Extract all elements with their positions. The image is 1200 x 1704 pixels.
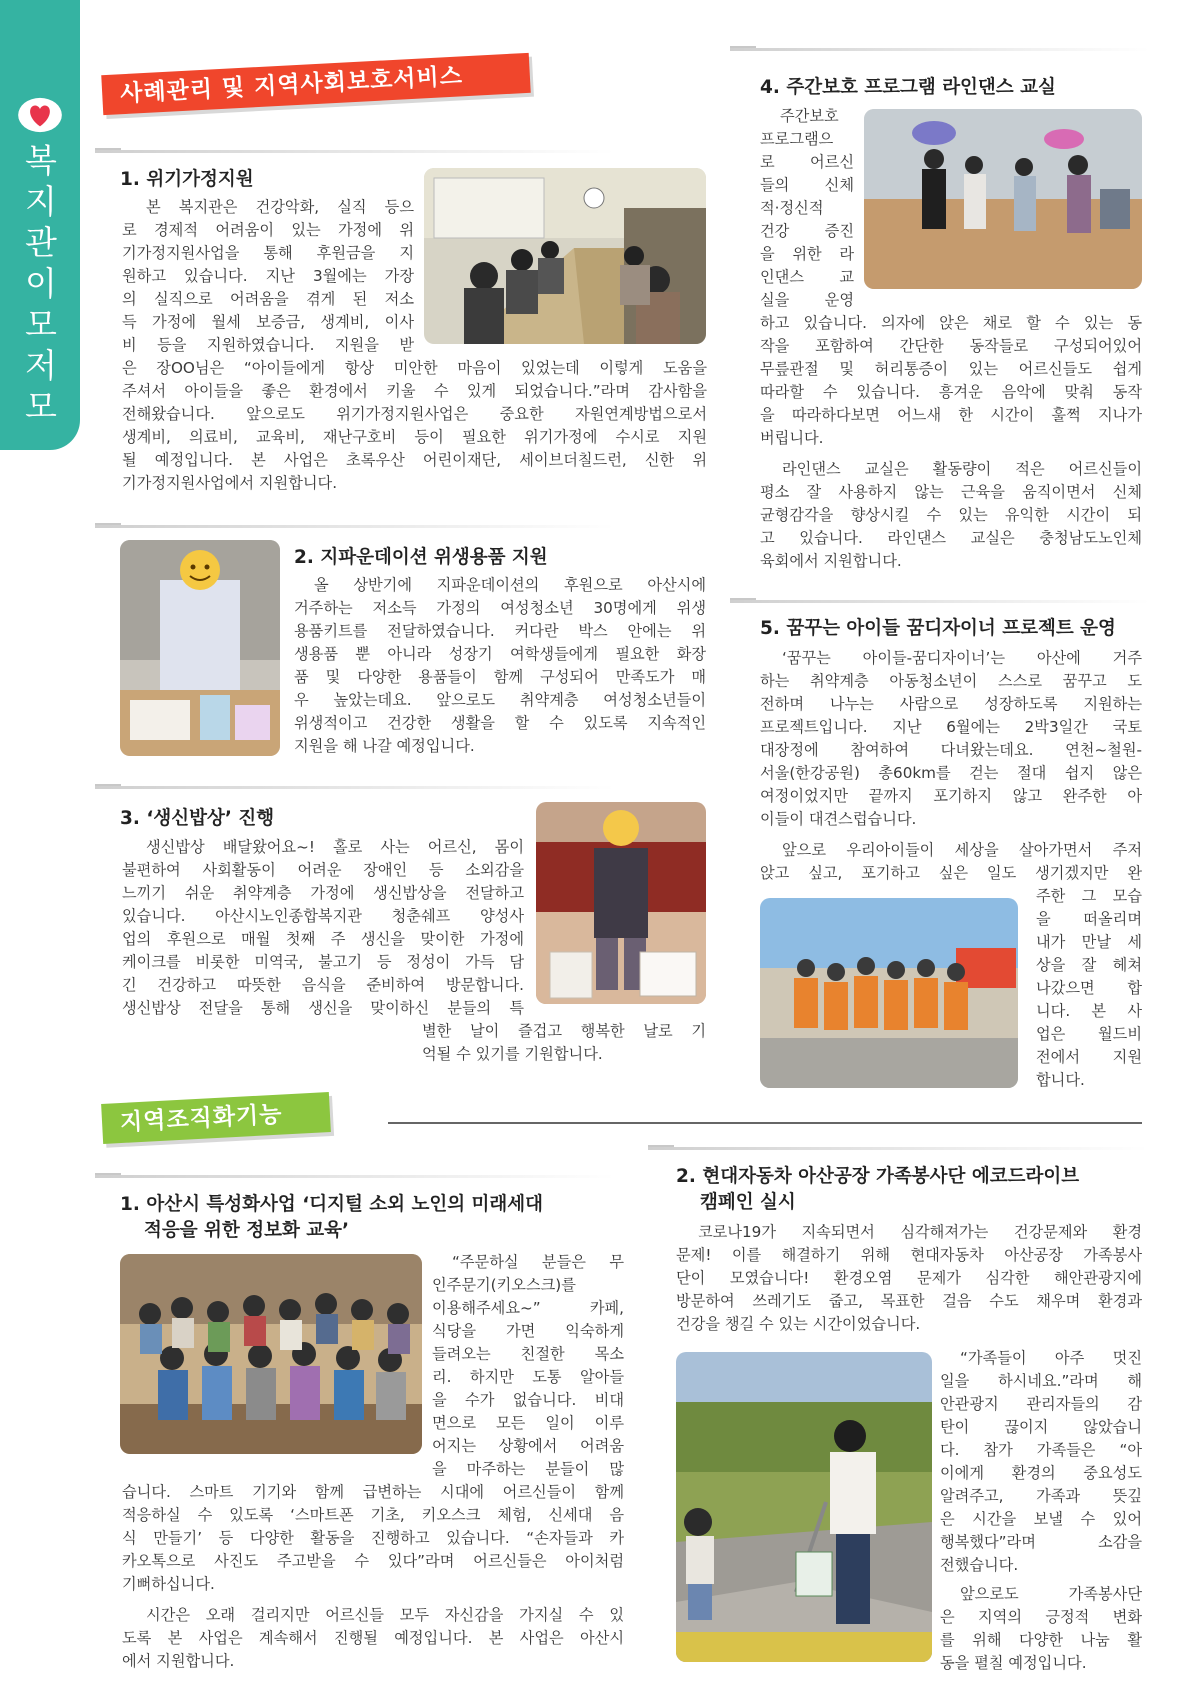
article3-line-0: 생신밥상 배달왔어요~! 홀로 사는 어르신, 몸이 xyxy=(146,838,524,856)
article1-line-7: 은 장OO님은 “아이들에게 항상 미안한 마음이 있었는데 이렇게 도움을 xyxy=(122,359,707,377)
article5-line-18: 합니다. xyxy=(1036,1071,1085,1089)
article3-line-2: 느끼기 쉬운 취약계층 가정에 생신밥상을 전달하고 xyxy=(122,884,524,902)
article4-line-17: 균형감각을 향상시킬 수 있는 유익한 시간이 되 xyxy=(760,506,1142,524)
s2-article2-title-line1: 2. 현대자동차 아산공장 가족봉사단 에코드라이브 xyxy=(676,1166,1080,1187)
s2a1-line-2: 이용해주세요~” 카페, xyxy=(432,1299,624,1317)
article3-line-3: 있습니다. 아산시노인종합복지관 청춘쉐프 양성사 xyxy=(122,907,524,925)
s2-article1-title-line2: 적응을 위한 정보화 교육’ xyxy=(144,1220,350,1241)
article5-line-5: 서울(한강공원) 총60km를 걷는 절대 쉽지 않은 xyxy=(760,764,1142,782)
article4-line-5: 건강 증진 xyxy=(760,222,854,240)
article4-line-7: 인댄스 교 xyxy=(760,268,854,286)
heart-icon xyxy=(16,96,64,134)
section1-banner: 사례관리 및 지역사회보호서비스 xyxy=(101,53,531,115)
s2a2-line-12: 은 시간을 보낼 수 있어 xyxy=(940,1510,1142,1528)
s2a1-line-9: 을 마주하는 분들이 많 xyxy=(432,1460,624,1478)
s2a1-line-3: 식당을 가면 익숙하게 xyxy=(432,1322,624,1340)
article4-line-16: 평소 잘 사용하지 않는 근육을 움직이면서 신체 xyxy=(760,483,1142,501)
article4-line-19: 육회에서 지원합니다. xyxy=(760,552,902,570)
s2a2-line-6: 일을 하시네요.”라며 해 xyxy=(940,1372,1142,1390)
article1-line-11: 될 예정입니다. 본 사업은 초록우산 어린이재단, 세이브더칠드런, 신한 위 xyxy=(122,451,707,469)
article1-line-1: 로 경제적 어려움이 있는 가정에 위 xyxy=(122,221,414,239)
birthday-meal-photo xyxy=(536,802,706,1004)
article3-line-8: 별한 날이 즐겁고 행복한 날로 기 xyxy=(422,1022,706,1040)
article3-line-9: 억될 수 있기를 기원합니다. xyxy=(422,1045,603,1063)
article5-line-9: 앉고 싶고, 포기하고 싶은 일도 생기겠지만 완 xyxy=(760,864,1142,882)
article2-line-3: 생용품 뿐 아니라 성장기 여학생들에게 필요한 화장 xyxy=(294,645,706,663)
s2a2-line-16: 은 지역의 긍정적 변화 xyxy=(940,1608,1142,1626)
article4-line-8: 실을 운영 xyxy=(760,291,854,309)
article3-line-4: 업의 후원으로 매월 첫째 주 생신을 맞이한 가정에 xyxy=(122,930,524,948)
s2a1-line-17: 에서 지원합니다. xyxy=(122,1652,235,1670)
article4-line-1: 프로그램으 xyxy=(760,130,834,148)
article4-line-10: 작을 포함하여 간단한 동작들로 구성되어있어 xyxy=(760,337,1142,355)
article4-line-14: 버립니다. xyxy=(760,429,824,447)
article2-line-4: 품 및 다양한 용품들이 함께 구성되어 만족도가 매 xyxy=(294,668,706,686)
article5-line-3: 프로젝트입니다. 지난 6월에는 2박3일간 국토 xyxy=(760,718,1142,736)
s2a1-line-11: 적응하실 수 있도록 ‘스마트폰 기초, 키오스크 체험, 신세대 음 xyxy=(122,1506,624,1524)
article1-line-4: 의 실직으로 어려움을 겪게 된 저소 xyxy=(122,290,414,308)
article4-title: 4. 주간보호 프로그램 라인댄스 교실 xyxy=(760,77,1056,98)
s2a1-line-10: 습니다. 스마트 기기와 함께 급변하는 시대에 어르신들이 함께 xyxy=(122,1483,624,1501)
s2a2-line-18: 동을 펼칠 예정입니다. xyxy=(940,1654,1087,1672)
s2a2-line-3: 방문하여 쓰레기도 줍고, 목표한 걸음 수도 채우며 환경과 xyxy=(676,1292,1142,1310)
line-dance-photo xyxy=(864,109,1142,289)
article5-title: 5. 꿈꾸는 아이들 꿈디자이너 프로젝트 운영 xyxy=(760,618,1116,639)
article4-line-13: 을 따라하다보면 어느새 한 시간이 훌쩍 지나가 xyxy=(760,406,1142,424)
office-meeting-photo xyxy=(424,168,706,344)
article5-line-7: 이들이 대견스럽습니다. xyxy=(760,810,917,828)
s2a2-line-1: 문제! 이를 해결하기 위해 현대자동차 아산공장 가족봉사 xyxy=(676,1246,1142,1264)
article1-line-2: 기가정지원사업을 통해 후원금을 지 xyxy=(122,244,414,262)
article5-line-8: 앞으로 우리아이들이 세상을 살아가면서 주저 xyxy=(782,841,1142,859)
s2a2-line-13: 행복했다”라며 소감을 xyxy=(940,1533,1142,1551)
s2a1-line-7: 면으로 모든 일이 이루 xyxy=(432,1414,624,1432)
article2-line-0: 올 상반기에 지파운데이션의 후원으로 아산시에 xyxy=(314,576,706,594)
s2a1-line-12: 식 만들기’ 등 다양한 활동을 진행하고 있습니다. “손자들과 카 xyxy=(122,1529,624,1547)
article5-line-11: 을 떠올리며 xyxy=(1036,910,1142,928)
article1-line-8: 주셔서 아이들을 좋은 환경에서 키울 수 있게 되었습니다.”라며 감사함을 xyxy=(122,382,707,400)
article4-line-18: 고 있습니다. 라인댄스 교실은 충청남도노인체 xyxy=(760,529,1142,547)
s2a2-line-9: 다. 참가 가족들은 “아 xyxy=(940,1441,1142,1459)
article2-line-1: 거주하는 저소득 가정의 여성청소년 30명에게 위생 xyxy=(294,599,706,617)
s2a2-line-14: 전했습니다. xyxy=(940,1556,1019,1574)
article4-line-9: 하고 있습니다. 의자에 앉은 채로 할 수 있는 동 xyxy=(760,314,1142,332)
sidebar-label: 복지관 이모저모 xyxy=(25,141,57,426)
section2-banner: 지역조직화기능 xyxy=(101,1092,331,1144)
article5-line-14: 나갔으면 합 xyxy=(1036,979,1142,997)
s2a1-line-0: “주문하실 분들은 무 xyxy=(452,1253,624,1271)
s2a1-line-16: 도록 본 사업은 계속해서 진행될 예정입니다. 본 사업은 아산시 xyxy=(122,1629,624,1647)
s2a2-line-10: 이에게 환경의 중요성도 xyxy=(940,1464,1142,1482)
walking-trip-photo xyxy=(760,898,1018,1088)
article5-line-6: 여정이었지만 끝까지 포기하지 않고 완주한 아 xyxy=(760,787,1142,805)
article1-title: 1. 위기가정지원 xyxy=(120,169,254,190)
article2-title: 2. 지파운데이션 위생용품 지원 xyxy=(294,547,548,568)
article3-title: 3. ‘생신밥상’ 진행 xyxy=(120,808,275,829)
article1-line-9: 전해왔습니다. 앞으로도 위기가정지원사업은 중요한 자원연계방법으로서 xyxy=(122,405,707,423)
s2a2-line-15: 앞으로도 가족봉사단 xyxy=(960,1585,1142,1603)
article4-line-2: 로 어르신 xyxy=(760,153,854,171)
article3-line-1: 불편하여 사회활동이 어려운 장애인 등 소외감을 xyxy=(122,861,524,879)
article4-line-3: 들의 신체 xyxy=(760,176,854,194)
article3-line-6: 긴 건강하고 따뜻한 음식을 준비하여 방문합니다. xyxy=(122,976,524,994)
s2a1-line-8: 어지는 상황에서 어려움 xyxy=(432,1437,624,1455)
hygiene-kit-photo xyxy=(120,540,280,756)
beach-cleanup-photo xyxy=(676,1352,932,1662)
article2-line-7: 지원을 해 나갈 예정입니다. xyxy=(294,737,475,755)
s2-article1-title-line1: 1. 아산시 특성화사업 ‘디지털 소외 노인의 미래세대 xyxy=(120,1194,543,1215)
article1-line-6: 비 등을 지원하였습니다. 지원을 받 xyxy=(122,336,414,354)
s2a1-line-6: 을 수가 없습니다. 비대 xyxy=(432,1391,624,1409)
section-divider xyxy=(388,1122,1142,1124)
article4-line-0: 주간보호 xyxy=(780,107,839,125)
article5-line-13: 상을 잘 헤쳐 xyxy=(1036,956,1142,974)
article5-line-2: 전하며 나누는 사람으로 성장하도록 지원하는 xyxy=(760,695,1142,713)
article5-line-12: 내가 만날 세 xyxy=(1036,933,1142,951)
article4-line-15: 라인댄스 교실은 활동량이 적은 어르신들이 xyxy=(782,460,1142,478)
article5-line-17: 전에서 지원 xyxy=(1036,1048,1142,1066)
article5-line-15: 니다. 본 사 xyxy=(1036,1002,1142,1020)
article2-line-6: 위생적이고 건강한 생활을 할 수 있도록 지속적인 xyxy=(294,714,706,732)
s2a2-line-2: 단이 모였습니다! 환경오염 문제가 심각한 해안관광지에 xyxy=(676,1269,1142,1287)
s2a2-line-5: “가족들이 아주 멋진 xyxy=(960,1349,1142,1367)
article1-line-12: 기가정지원사업에서 지원합니다. xyxy=(122,474,338,492)
article1-line-10: 생계비, 의료비, 교육비, 재난구호비 등이 필요한 위기가정에 수시로 지원 xyxy=(122,428,707,446)
s2a1-line-15: 시간은 오래 걸리지만 어르신들 모두 자신감을 가지실 수 있 xyxy=(146,1606,624,1624)
article1-line-3: 원하고 있습니다. 지난 3월에는 가장 xyxy=(122,267,414,285)
article5-line-4: 대장정에 참여하여 다녀왔는데요. 연천~철원- xyxy=(760,741,1142,759)
article4-line-4: 적·정신적 xyxy=(760,199,824,217)
article2-line-5: 우 높았는데요. 앞으로도 취약계층 여성청소년들이 xyxy=(294,691,706,709)
s2a1-line-5: 리. 하지만 도통 알아들 xyxy=(432,1368,624,1386)
article5-line-16: 업은 월드비 xyxy=(1036,1025,1142,1043)
article2-line-2: 용품키트를 전달하였습니다. 커다란 박스 안에는 위 xyxy=(294,622,706,640)
article1-line-0: 본 복지관은 건강악화, 실직 등으 xyxy=(146,198,414,216)
s2a1-line-13: 카오톡으로 사진도 주고받을 수 있다”라며 어르신들은 아이처럼 xyxy=(122,1552,624,1570)
s2a2-line-7: 안관광지 관리자들의 감 xyxy=(940,1395,1142,1413)
s2a1-line-1: 인주문기(키오스크)를 xyxy=(432,1276,576,1294)
article4-line-6: 을 위한 라 xyxy=(760,245,854,263)
s2a2-line-8: 탄이 끊이지 않았습니 xyxy=(940,1418,1142,1436)
article5-line-0: ‘꿈꾸는 아이들-꿈디자이너’는 아산에 거주 xyxy=(782,649,1142,667)
article5-line-10: 주한 그 모습 xyxy=(1036,887,1142,905)
s2a1-line-14: 기뻐하십니다. xyxy=(122,1575,215,1593)
article3-line-7: 생신밥상 전달을 통해 생신을 맞이하신 분들의 특 xyxy=(122,999,524,1017)
s2a2-line-11: 알려주고, 가족과 뜻깊 xyxy=(940,1487,1142,1505)
article1-line-5: 득 가정에 월세 보증금, 생계비, 이사 xyxy=(122,313,414,331)
article3-line-5: 케이크를 비롯한 미역국, 불고기 등 정성이 가득 담 xyxy=(122,953,524,971)
article5-line-1: 하는 취약계층 아동청소년이 스스로 꿈꾸고 도 xyxy=(760,672,1142,690)
article4-line-12: 따라할 수 있습니다. 흥겨운 음악에 맞춰 동작 xyxy=(760,383,1142,401)
s2a1-line-4: 들려오는 친절한 목소 xyxy=(432,1345,624,1363)
seniors-group-photo xyxy=(120,1254,422,1454)
s2a2-line-4: 건강을 챙길 수 있는 시간이었습니다. xyxy=(676,1315,921,1333)
s2a2-line-0: 코로나19가 지속되면서 심각해져가는 건강문제와 환경 xyxy=(698,1223,1142,1241)
s2a2-line-17: 를 위해 다양한 나눔 활 xyxy=(940,1631,1142,1649)
s2-article2-title-line2: 캠페인 실시 xyxy=(700,1192,796,1213)
article4-line-11: 무릎관절 및 허리통증이 있는 어르신들도 쉽게 xyxy=(760,360,1142,378)
